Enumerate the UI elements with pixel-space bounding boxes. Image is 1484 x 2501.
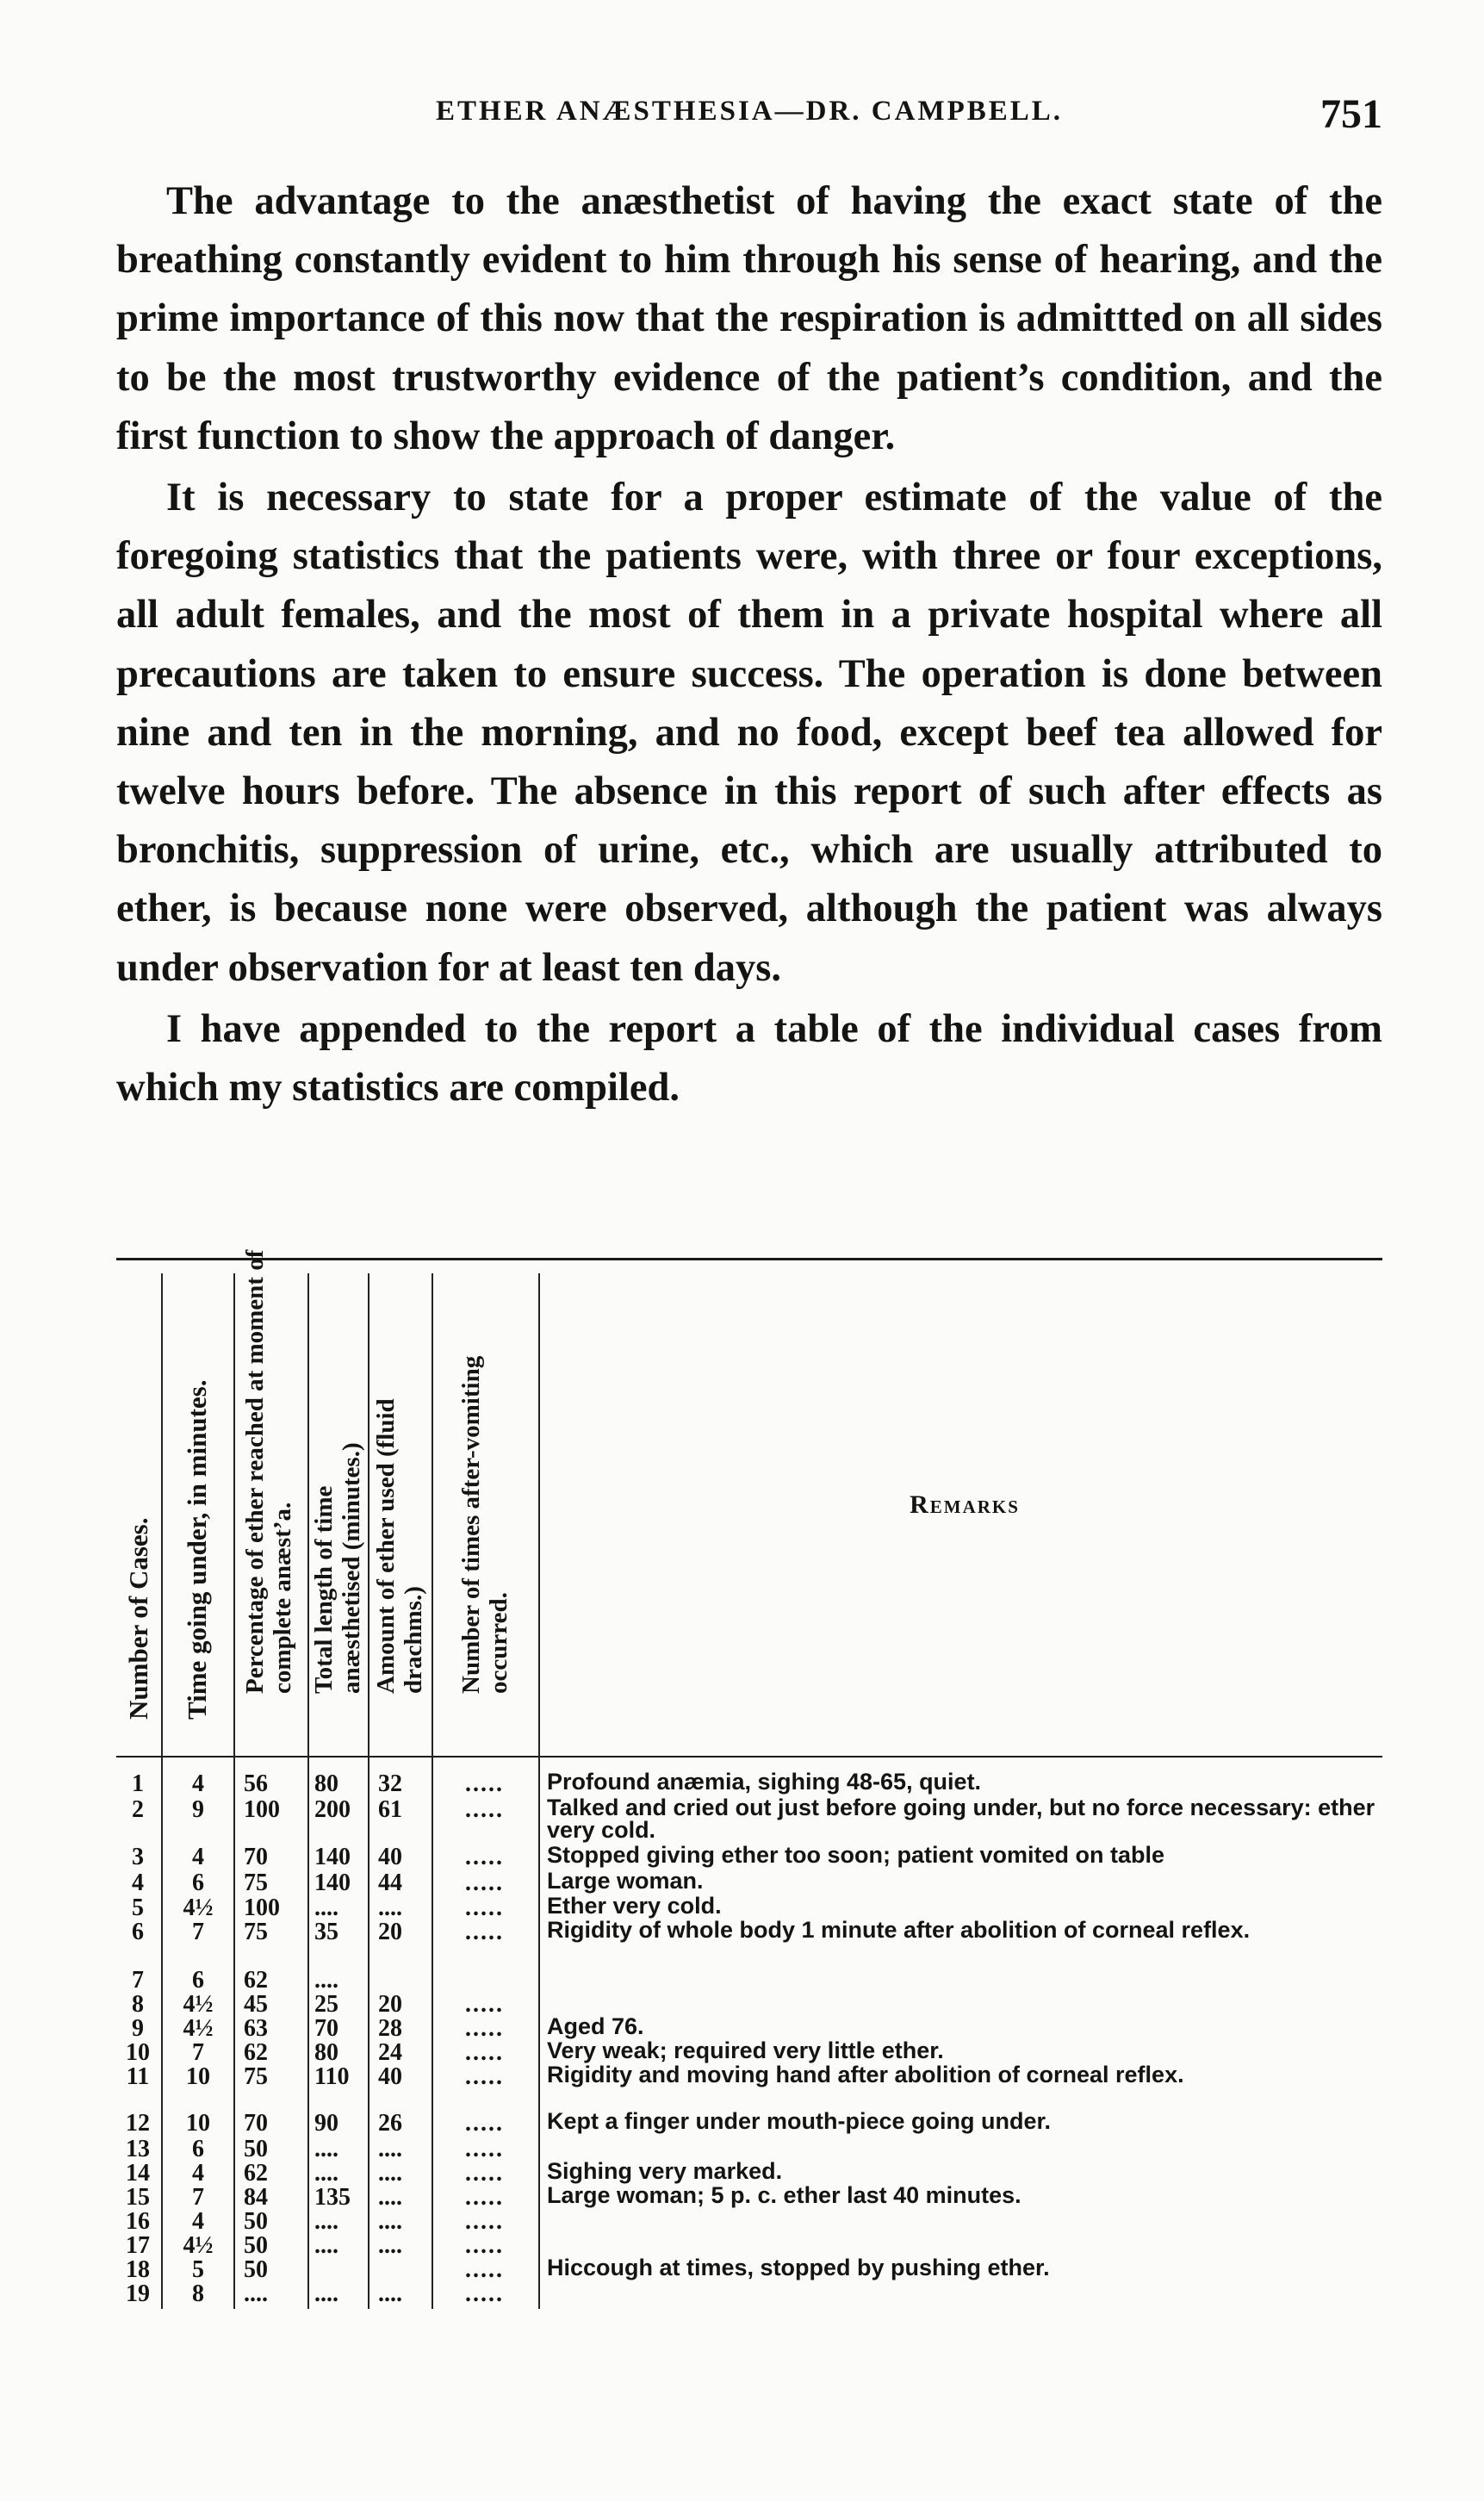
- cell-amt: 61: [378, 1796, 402, 1823]
- cell-amt: 32: [378, 1770, 402, 1797]
- table-row: [116, 2110, 1382, 2136]
- header-remarks: Remarks: [910, 1490, 1020, 1519]
- header-percentage: [233, 1249, 307, 1749]
- cell-time: 4½: [183, 1991, 214, 2018]
- cell-time: 4: [192, 1844, 204, 1870]
- cell-amt: 40: [378, 1844, 402, 1870]
- header-vomiting: [432, 1277, 538, 1749]
- cell-n: 16: [126, 2208, 150, 2235]
- cell-pct: 63: [244, 2015, 268, 2042]
- cell-amt: 26: [378, 2110, 402, 2137]
- cell-vom: .....: [465, 2232, 504, 2259]
- table-row: [116, 2256, 1382, 2282]
- cell-vom: .....: [465, 2256, 504, 2283]
- page-number: 751: [1320, 91, 1382, 137]
- cell-pct: 70: [244, 1844, 268, 1870]
- cell-pct: 56: [244, 1770, 268, 1797]
- table-row: [116, 2063, 1382, 2089]
- header-time: [161, 1277, 233, 1749]
- cell-vom: .....: [465, 2063, 504, 2090]
- cell-rem: Rigidity and moving hand after abolition of corneal reflex.: [547, 2062, 1184, 2087]
- cell-pct: 62: [244, 2039, 268, 2066]
- cell-rem: Large woman; 5 p. c. ether last 40 minutes.: [547, 2182, 1021, 2208]
- cell-vom: .....: [465, 2184, 504, 2211]
- cell-len: 35: [314, 1919, 338, 1945]
- cell-time: 7: [192, 2039, 204, 2066]
- cell-pct: ....: [244, 2280, 268, 2307]
- paragraph-1: The advantage to the anæsthetist of having the exact state of the breathing constantly evident to him through his sense of hearing, and the prime importance of this now that the respiration is admittted on all sides to be the most trustworthy evidence of the patient’s condition, and the first function to show the approach of danger.: [116, 179, 1382, 458]
- cell-amt: ....: [378, 1894, 402, 1921]
- cell-rem: Hiccough at times, stopped by pushing ether.: [547, 2255, 1050, 2280]
- cell-pct: 75: [244, 2063, 268, 2090]
- cell-vom: .....: [465, 1894, 504, 1921]
- table-row: [116, 1967, 1382, 1993]
- cell-pct: 45: [244, 1991, 268, 2018]
- cell-n: 11: [126, 2063, 150, 2090]
- cell-n: 10: [126, 2039, 150, 2066]
- cell-pct: 84: [244, 2184, 268, 2211]
- cell-len: 140: [314, 1844, 351, 1870]
- cell-time: 4½: [183, 2232, 214, 2259]
- cell-time: 6: [192, 2136, 204, 2162]
- header-length-text: Total length of time anæsthetised (minutes.): [310, 1442, 365, 1694]
- table-row: [116, 1919, 1382, 1944]
- cell-vom: .....: [465, 2110, 504, 2137]
- cell-len: 135: [314, 2184, 351, 2211]
- header-amount: [368, 1277, 432, 1749]
- cell-time: 4½: [183, 1894, 214, 1921]
- cases-table: [116, 1249, 1382, 2335]
- cell-amt: 20: [378, 1991, 402, 2018]
- cell-time: 4: [192, 1770, 204, 1797]
- cell-n: 17: [126, 2232, 150, 2259]
- paragraph-2: It is necessary to state for a proper estimate of the value of the foregoing statistics that the patients were, with three or four exceptions, all adult females, and the most of them in a private hospital where all precautions are taken to ensure success. The operation is done between nine and ten in the morning, and no food, except beef tea allowed for twelve hours before. The absence in this report of such after effects as bronchitis, suppression of urine, etc., which are usually attributed to ether, is because none were observed, although the patient was always under observation for at least ten days.: [116, 476, 1382, 990]
- cell-vom: .....: [465, 2136, 504, 2162]
- cell-vom: .....: [465, 1870, 504, 1896]
- cell-len: 80: [314, 2039, 338, 2066]
- cell-time: 4: [192, 2160, 204, 2187]
- cell-pct: 75: [244, 1919, 268, 1945]
- cell-n: 18: [126, 2256, 150, 2283]
- cell-vom: .....: [465, 1796, 504, 1823]
- cell-n: 14: [126, 2160, 150, 2187]
- cell-pct: 50: [244, 2256, 268, 2283]
- cell-len: 200: [314, 1796, 351, 1823]
- cell-len: ....: [314, 2208, 338, 2235]
- cell-n: 5: [132, 1894, 144, 1921]
- cell-time: 4½: [183, 2015, 214, 2042]
- cell-time: 7: [192, 2184, 204, 2211]
- cell-rem: Sighing very marked.: [547, 2158, 783, 2184]
- cell-amt: 28: [378, 2015, 402, 2042]
- cell-time: 10: [186, 2110, 210, 2137]
- cell-rem: Ether very cold.: [547, 1893, 722, 1919]
- cell-len: 70: [314, 2015, 338, 2042]
- cell-amt: ....: [378, 2232, 402, 2259]
- table-row: [116, 1844, 1382, 1870]
- cell-rem: Very weak; required very little ether.: [547, 2038, 944, 2063]
- cell-n: 8: [132, 1991, 144, 2018]
- cell-len: 90: [314, 2110, 338, 2137]
- header-vomiting-text: Number of times after-vomiting occurred.: [457, 1355, 512, 1694]
- cell-pct: 70: [244, 2110, 268, 2137]
- paragraph-3: I have appended to the report a table of the individual cases from which my statistics are compiled.: [116, 1006, 1382, 1111]
- cell-vom: .....: [465, 1770, 504, 1797]
- cell-pct: 100: [244, 1796, 280, 1823]
- table-row: [116, 2280, 1382, 2306]
- cell-len: ....: [314, 2136, 338, 2162]
- cell-amt: ....: [378, 2160, 402, 2187]
- table-row: [116, 1991, 1382, 2017]
- cell-pct: 50: [244, 2232, 268, 2259]
- header-number-of-cases: [116, 1277, 161, 1749]
- cell-len: ....: [314, 2280, 338, 2307]
- cell-amt: 44: [378, 1870, 402, 1896]
- cell-len: ....: [314, 2160, 338, 2187]
- cell-n: 1: [132, 1770, 144, 1797]
- cell-vom: .....: [465, 2160, 504, 2187]
- cell-len: 25: [314, 1991, 338, 2018]
- running-title: ETHER ANÆSTHESIA—DR. CAMPBELL.: [435, 96, 1064, 127]
- cell-time: 6: [192, 1870, 204, 1896]
- cell-pct: 62: [244, 2160, 268, 2187]
- cell-rem: Stopped giving ether too soon; patient vomited on table: [547, 1842, 1165, 1868]
- cell-amt: 20: [378, 1919, 402, 1945]
- cell-n: 9: [132, 2015, 144, 2042]
- cell-time: 9: [192, 1796, 204, 1823]
- cell-time: 4: [192, 2208, 204, 2235]
- cell-time: 10: [186, 2063, 210, 2090]
- table-top-rule: [116, 1258, 1382, 1260]
- cell-len: ....: [314, 2232, 338, 2259]
- cell-vom: .....: [465, 1991, 504, 2018]
- table-row: [116, 1795, 1382, 1843]
- cell-vom: .....: [465, 2280, 504, 2307]
- cell-pct: 62: [244, 1967, 268, 1994]
- running-head: [116, 90, 1382, 142]
- cell-vom: .....: [465, 2015, 504, 2042]
- cell-len: ....: [314, 1894, 338, 1921]
- table-row: [116, 2208, 1382, 2234]
- cell-len: 80: [314, 1770, 338, 1797]
- cell-vom: .....: [465, 1919, 504, 1945]
- cell-n: 7: [132, 1967, 144, 1994]
- cell-n: 12: [126, 2110, 150, 2137]
- cell-vom: .....: [465, 2039, 504, 2066]
- cell-len: 140: [314, 1870, 351, 1896]
- cell-rem: Talked and cried out just before going under, but no force necessary: ether very cold.: [547, 1795, 1375, 1843]
- cell-time: 5: [192, 2256, 204, 2283]
- cell-n: 15: [126, 2184, 150, 2211]
- header-amount-text: Amount of ether used (fluid drachms.): [372, 1398, 427, 1694]
- cell-n: 13: [126, 2136, 150, 2162]
- cell-n: 2: [132, 1796, 144, 1823]
- cell-n: 19: [126, 2280, 150, 2307]
- cell-amt: 24: [378, 2039, 402, 2066]
- cell-vom: .....: [465, 2208, 504, 2235]
- cell-amt: ....: [378, 2136, 402, 2162]
- cell-amt: ....: [378, 2280, 402, 2307]
- cell-pct: 50: [244, 2208, 268, 2235]
- cell-rem: Rigidity of whole body 1 minute after abolition of corneal reflex.: [547, 1917, 1251, 1943]
- cell-n: 3: [132, 1844, 144, 1870]
- cell-rem: Large woman.: [547, 1868, 704, 1894]
- cell-time: 6: [192, 1967, 204, 1994]
- cell-amt: ....: [378, 2208, 402, 2235]
- cell-pct: 100: [244, 1894, 280, 1921]
- cell-pct: 50: [244, 2136, 268, 2162]
- table-row: [116, 1870, 1382, 1895]
- cell-len: 110: [314, 2063, 350, 2090]
- header-time-text: Time going under, in minutes.: [182, 1379, 212, 1720]
- header-length: [307, 1277, 368, 1749]
- table-header-rule: [116, 1756, 1382, 1758]
- cell-n: 4: [132, 1870, 144, 1896]
- cell-time: 8: [192, 2280, 204, 2307]
- cell-rem: Kept a finger under mouth-piece going under.: [547, 2108, 1052, 2134]
- header-number-text: Number of Cases.: [123, 1517, 153, 1720]
- cell-pct: 75: [244, 1870, 268, 1896]
- body-text: [116, 172, 1382, 1117]
- header-percentage-text: Percentage of ether reached at moment of complete anæst’a.: [241, 1249, 296, 1694]
- table-row: [116, 1770, 1382, 1796]
- cell-rem: Profound anæmia, sighing 48-65, quiet.: [547, 1769, 982, 1795]
- cell-n: 6: [132, 1919, 144, 1945]
- cell-amt: ....: [378, 2184, 402, 2211]
- cell-vom: .....: [465, 1844, 504, 1870]
- table-row: [116, 2184, 1382, 2210]
- cell-amt: 40: [378, 2063, 402, 2090]
- cell-rem: Aged 76.: [547, 2013, 644, 2039]
- cell-len: ....: [314, 1967, 338, 1994]
- cell-time: 7: [192, 1919, 204, 1945]
